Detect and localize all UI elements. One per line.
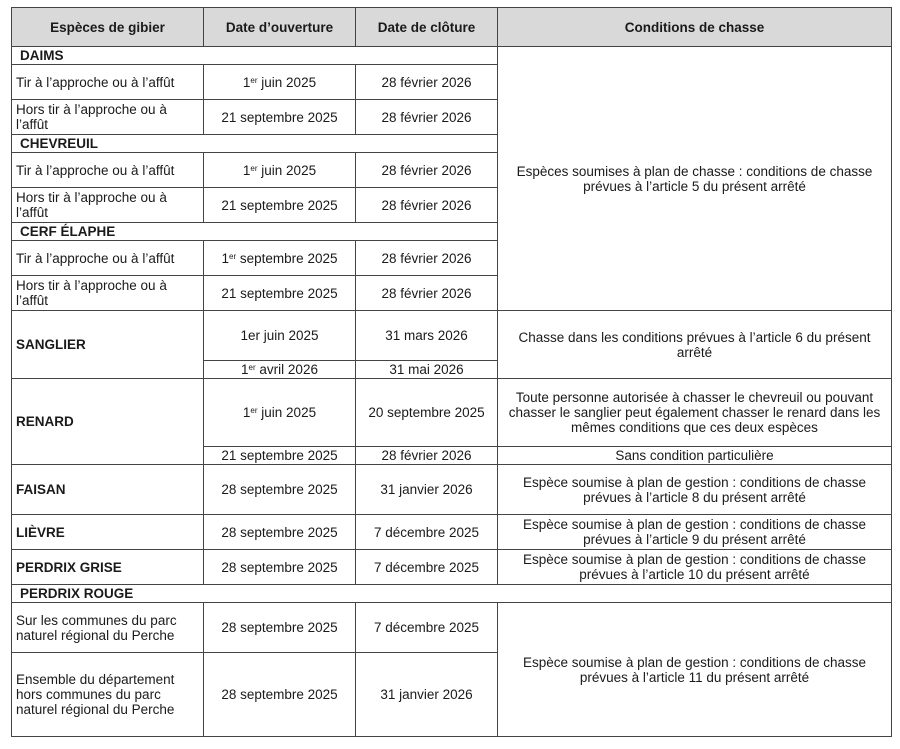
open-date: 1er juin 2025 (204, 311, 356, 361)
species-lievre: LIÈVRE (12, 515, 204, 550)
species-perdrix-grise: PERDRIX GRISE (12, 550, 204, 585)
open-date: 1er septembre 2025 (204, 241, 356, 276)
hunting-season-table-wrapper (11, 7, 892, 737)
conditions-lievre: Espèce soumise à plan de gestion : conditions de chasse prévues à l’article 9 du présent arrêté (498, 515, 892, 550)
zone-label: Ensemble du département hors communes du parc naturel régional du Perche (12, 653, 204, 737)
conditions-perdrix-grise: Espèce soumise à plan de gestion : conditions de chasse prévues à l’article 10 du présent arrêté (498, 550, 892, 585)
open-date: 21 septembre 2025 (204, 188, 356, 223)
open-date: 21 septembre 2025 (204, 100, 356, 135)
close-date: 31 mai 2026 (356, 361, 498, 379)
close-date: 31 janvier 2026 (356, 465, 498, 515)
close-date: 28 février 2026 (356, 100, 498, 135)
close-date: 7 décembre 2025 (356, 550, 498, 585)
open-date: 1er juin 2025 (204, 379, 356, 447)
table-row-lievre (12, 515, 892, 550)
species-renard: RENARD (12, 379, 204, 465)
modality-label: Tir à l’approche ou à l’affût (12, 241, 204, 276)
open-date: 28 septembre 2025 (204, 603, 356, 653)
modality-label: Hors tir à l’approche ou à l’affût (12, 100, 204, 135)
table-row-sanglier (12, 311, 892, 361)
close-date: 28 février 2026 (356, 188, 498, 223)
open-date: 28 septembre 2025 (204, 653, 356, 737)
modality-label: Tir à l’approche ou à l’affût (12, 65, 204, 100)
table-row-perdrix-grise (12, 550, 892, 585)
close-date: 28 février 2026 (356, 153, 498, 188)
hunting-season-table (11, 7, 892, 737)
conditions-plan-chasse: Espèces soumises à plan de chasse : conditions de chasse prévues à l’article 5 du présent arrêté (498, 47, 892, 311)
close-date: 28 février 2026 (356, 241, 498, 276)
open-date: 1er juin 2025 (204, 153, 356, 188)
close-date: 28 février 2026 (356, 65, 498, 100)
close-date: 31 mars 2026 (356, 311, 498, 361)
header-species: Espèces de gibier (12, 8, 204, 47)
group-label-chevreuil: CHEVREUIL (12, 135, 498, 153)
open-date: 28 septembre 2025 (204, 465, 356, 515)
species-sanglier: SANGLIER (12, 311, 204, 379)
open-date: 1er avril 2026 (204, 361, 356, 379)
close-date: 28 février 2026 (356, 276, 498, 311)
modality-label: Hors tir à l’approche ou à l’affût (12, 188, 204, 223)
modality-label: Tir à l’approche ou à l’affût (12, 153, 204, 188)
conditions-sanglier: Chasse dans les conditions prévues à l’article 6 du présent arrêté (498, 311, 892, 379)
conditions-perdrix-rouge: Espèce soumise à plan de gestion : conditions de chasse prévues à l’article 11 du présent arrêté (498, 603, 892, 737)
group-label-daims: DAIMS (12, 47, 498, 65)
group-row-daims (12, 47, 892, 65)
table-row-renard (12, 379, 892, 447)
table-row-faisan (12, 465, 892, 515)
group-label-perdrix-rouge: PERDRIX ROUGE (12, 585, 892, 603)
close-date: 31 janvier 2026 (356, 653, 498, 737)
close-date: 20 septembre 2025 (356, 379, 498, 447)
group-row-perdrix-rouge (12, 585, 892, 603)
header-open-date: Date d’ouverture (204, 8, 356, 47)
close-date: 7 décembre 2025 (356, 603, 498, 653)
open-date: 21 septembre 2025 (204, 447, 356, 465)
close-date: 7 décembre 2025 (356, 515, 498, 550)
open-date: 28 septembre 2025 (204, 550, 356, 585)
group-label-cerf: CERF ÉLAPHE (12, 223, 498, 241)
zone-label: Sur les communes du parc naturel régional du Perche (12, 603, 204, 653)
open-date: 21 septembre 2025 (204, 276, 356, 311)
open-date: 1er juin 2025 (204, 65, 356, 100)
header-close-date: Date de clôture (356, 8, 498, 47)
open-date: 28 septembre 2025 (204, 515, 356, 550)
close-date: 28 février 2026 (356, 447, 498, 465)
header-row (12, 8, 892, 47)
species-faisan: FAISAN (12, 465, 204, 515)
table-row (12, 603, 892, 653)
conditions-renard: Toute personne autorisée à chasser le chevreuil ou pouvant chasser le sanglier peut également chasser le renard dans les mêmes conditions que ces deux espèces (498, 379, 892, 447)
modality-label: Hors tir à l’approche ou à l’affût (12, 276, 204, 311)
conditions-renard-2: Sans condition particulière (498, 447, 892, 465)
header-conditions: Conditions de chasse (498, 8, 892, 47)
conditions-faisan: Espèce soumise à plan de gestion : conditions de chasse prévues à l’article 8 du présent arrêté (498, 465, 892, 515)
